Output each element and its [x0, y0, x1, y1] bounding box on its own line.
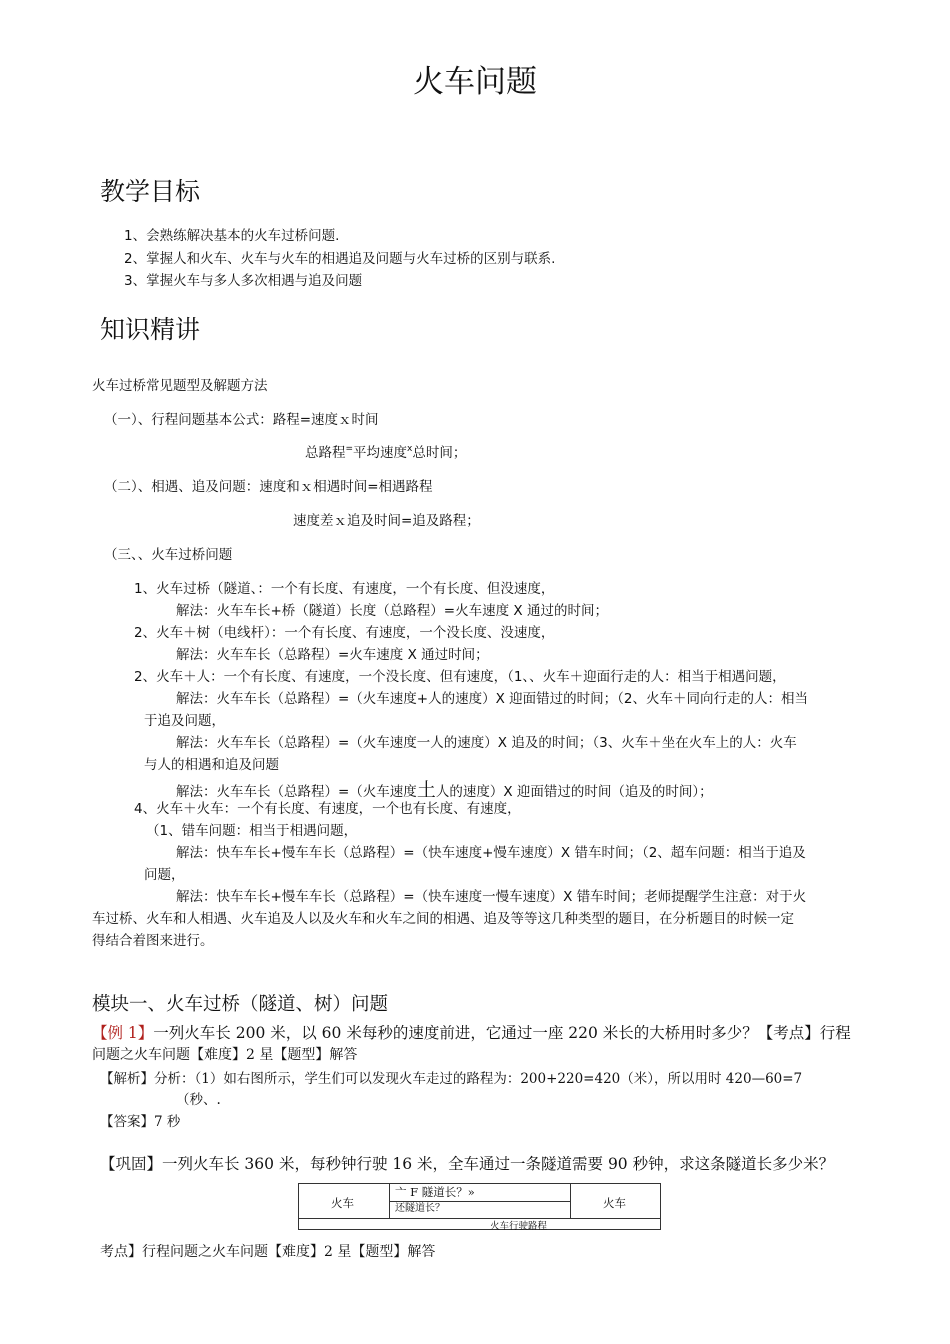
point-3-solution-2: 解法：火车车长（总路程）=（火车速度一人的速度）X 追及的时间；（3、火车＋坐在火车上的人：火车	[176, 735, 797, 751]
point-4-solution-2: 解法：快车车长+慢车车长（总路程）=（快车速度一慢车速度）X 错车时间；老师提醒学生注意：对于火	[176, 889, 807, 905]
point-1: 1、火车过桥（隧道、：一个有长度、有速度，一个有长度、但没速度，	[134, 581, 555, 597]
formula-2: （二）、相遇、追及问题：速度和ｘ相遇时间=相遇路程	[104, 479, 433, 495]
train-label-left: 火车	[331, 1196, 354, 1210]
point-4-solution-1-cont: 问题，	[144, 867, 185, 883]
formula-1b-sup1: =	[345, 444, 354, 454]
example-1-tag: 【例 1】	[92, 1024, 154, 1042]
point-3-solution-1-cont: 于追及问题，	[144, 713, 225, 729]
point-4-solution-2-cont: 车过桥、火车和人相遇、火车追及人以及火车和火车之间的相遇、追及等等这几种类型的题目，在分析题目的时候一定	[92, 911, 794, 927]
kaodian: 考点】行程问题之火车问题【难度】2 星【题型】解答	[100, 1244, 436, 1260]
example-1-cont: 问题之火车问题【难度】2 星【题型】解答	[92, 1047, 358, 1063]
page-title: 火车问题	[413, 64, 537, 100]
formula-1b-pre: 总路程	[305, 445, 346, 461]
formula-1b-sup2: x	[407, 444, 413, 454]
path-label: 火车行驶路程	[490, 1221, 548, 1232]
point-2-solution: 解法：火车车长（总路程）=火车速度 X 通过时间；	[176, 647, 489, 663]
example-1-text: 一列火车长 200 米，以 60 米每秒的速度前进，它通过一座 220 米长的大桥用时多少？【考点】行程	[153, 1024, 851, 1042]
formula-1b-mid: 平均速度	[353, 445, 408, 461]
answer: 【答案】7 秒	[100, 1114, 181, 1130]
point-4-solution-2-end: 得结合着图来进行。	[92, 933, 214, 949]
path-box	[298, 1218, 661, 1230]
point-1-solution: 解法：火车车长+桥（隧道）长度（总路程）=火车速度 X 通过的时间；	[176, 603, 608, 619]
point-3-solution-3-post: 人的速度）X 迎面错过的时间（追及的时间）；	[435, 784, 713, 800]
point-4-solution-1: 解法：快车车长+慢车车长（总路程）=（快车速度+慢车速度）X 错车时间；（2、超车问题：相当于追及	[176, 845, 806, 861]
point-3-solution-1: 解法：火车车长（总路程）=（火车速度+人的速度）X 迎面错过的时间；（2、火车＋同向行走的人：相当	[176, 691, 809, 707]
goal-item: 2、掌握人和火车、火车与火车的相遇追及问题与火车过桥的区别与联系.	[124, 251, 556, 267]
point-3-solution-2-cont: 与人的相遇和追及问题	[144, 757, 279, 773]
analysis-cont: （秒、.	[176, 1092, 221, 1108]
tunnel-label-2: 还隧道长？	[395, 1203, 445, 1214]
formula-2b: 速度差ｘ追及时间=追及路程；	[293, 513, 480, 529]
analysis: 【解析】分析：（1）如右图所示，学生们可以发现火车走过的路程为：200+220=420（米），所以用时 420—60=7	[100, 1071, 803, 1087]
point-4: 4、火车＋火车：一个有长度、有速度，一个也有长度、有速度，	[134, 801, 521, 817]
point-3: 2、火车＋人：一个有长度、有速度，一个没长度、但有速度，（1、、火车＋迎面行走的人：相当于相遇问题，	[134, 669, 786, 685]
train-label-right: 火车	[603, 1196, 626, 1210]
point-3-solution-3-symbol: 土	[416, 779, 436, 801]
goal-item: 1、会熟练解决基本的火车过桥问题.	[124, 228, 340, 244]
knowledge-intro: 火车过桥常见题型及解题方法	[92, 378, 268, 394]
tunnel-diagram	[298, 1183, 661, 1230]
point-4-a: （1、错车问题：相当于相遇问题，	[146, 823, 358, 839]
consolidate: 【巩固】一列火车长 360 米，每秒钟行驶 16 米，全车通过一条隧道需要 90 秒钟，求这条隧道长多少米？	[100, 1155, 835, 1173]
point-2: 2、火车＋树（电线杆）：一个有长度、有速度，一个没长度、没速度，	[134, 625, 555, 641]
formula-3: （三、、火车过桥问题	[104, 547, 233, 563]
point-3-solution-3-pre: 解法：火车车长（总路程）=（火车速度	[176, 784, 417, 800]
section-heading-goals: 教学目标	[100, 177, 201, 206]
example-1	[92, 1021, 851, 1043]
formula-1b	[305, 441, 466, 461]
formula-1b-post: 总时间；	[412, 445, 467, 461]
section-heading-knowledge: 知识精讲	[100, 315, 201, 344]
tunnel-label: 亠 F 隧道长？»	[395, 1185, 475, 1199]
formula-1: （一）、行程问题基本公式：路程=速度ｘ时间	[104, 412, 379, 428]
module-heading: 模块一、火车过桥（隧道、树）问题	[92, 994, 389, 1015]
goal-item: 3、掌握火车与多人多次相遇与追及问题	[124, 273, 363, 289]
